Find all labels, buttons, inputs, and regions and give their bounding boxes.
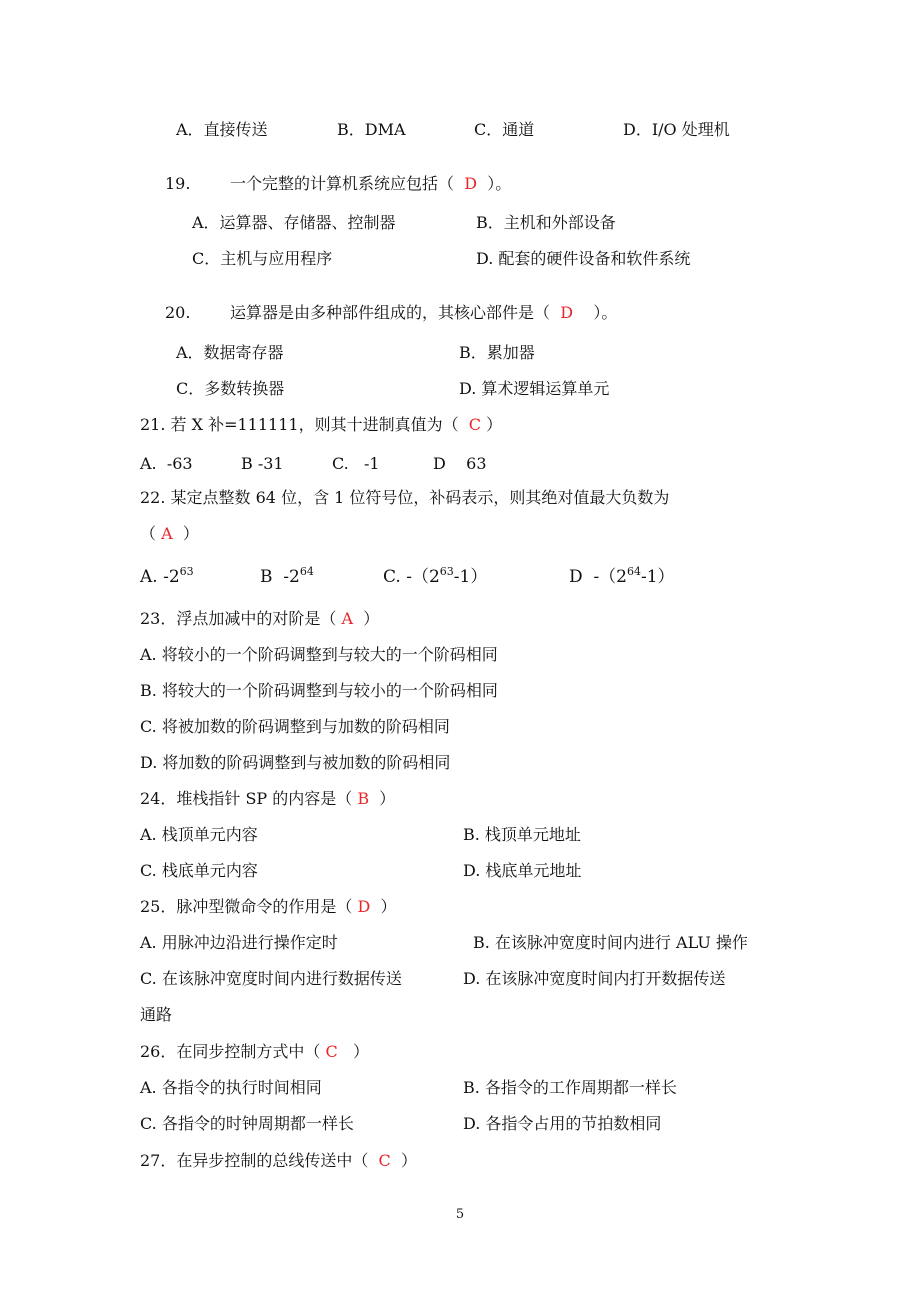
q19-stem: 一个完整的计算机系统应包括（ D ）。: [230, 174, 512, 193]
q20-option-a: A．数据寄存器: [176, 343, 284, 362]
q22-option-d: D $-(2^{64}-1)$: [569, 565, 675, 587]
q24-option-d: D. 栈底单元地址: [463, 861, 582, 880]
q26-option-d: D. 各指令占用的节拍数相同: [463, 1114, 662, 1133]
q25-stem: 25．脉冲型微命令的作用是（ D ）: [140, 897, 397, 916]
q21-option-a: A. -63: [140, 454, 193, 473]
q23-option-d: D. 将加数的阶码调整到与被加数的阶码相同: [140, 753, 451, 772]
q21-answer: C: [468, 415, 482, 434]
q18-option-b: B．DMA: [337, 120, 406, 139]
q23-option-b: B. 将较大的一个阶码调整到与较小的一个阶码相同: [140, 681, 498, 700]
q18-option-a: A．直接传送: [176, 120, 268, 139]
q27-answer: C: [378, 1151, 391, 1170]
q24-stem: 24．堆栈指针 SP 的内容是（ B ）: [140, 789, 396, 808]
q25-answer: D: [357, 897, 371, 916]
q22-option-c: C. $-(2^{63}-1)$: [383, 565, 488, 587]
q23-option-a: A. 将较小的一个阶码调整到与较大的一个阶码相同: [140, 645, 498, 664]
q22-option-b: B $-2^{64}$: [260, 565, 314, 587]
q19-option-c: C．主机与应用程序: [192, 249, 333, 268]
q22-option-a: A. $-2^{63}$: [140, 565, 194, 587]
q21-option-c: C. -1: [332, 454, 380, 473]
q25-option-d-continued: 通路: [140, 1005, 173, 1024]
q23-stem: 23．浮点加减中的对阶是（ A ）: [140, 609, 380, 628]
q20-option-d: D. 算术逻辑运算单元: [459, 379, 610, 398]
q20-number: 20.: [165, 303, 191, 322]
q22-answer: A: [161, 524, 173, 543]
q25-option-a: A. 用脉冲边沿进行操作定时: [140, 933, 338, 952]
q20-option-c: C．多数转换器: [176, 379, 285, 398]
q24-option-b: B. 栈顶单元地址: [463, 825, 581, 844]
q20-option-b: B．累加器: [459, 343, 535, 362]
q27-stem: 27．在异步控制的总线传送中（ C ）: [140, 1151, 417, 1170]
q26-option-c: C. 各指令的时钟周期都一样长: [140, 1114, 354, 1133]
q20-answer: D: [560, 303, 574, 322]
q26-option-b: B. 各指令的工作周期都一样长: [463, 1078, 677, 1097]
page-number: 5: [455, 1207, 465, 1222]
q18-option-c: C．通道: [474, 120, 535, 139]
q26-answer: C: [325, 1042, 338, 1061]
q25-option-c: C. 在该脉冲宽度时间内进行数据传送: [140, 969, 402, 988]
q19-option-a: A．运算器、存储器、控制器: [192, 213, 396, 232]
q24-answer: B: [357, 789, 370, 808]
q18-option-d: D．I/O 处理机: [623, 120, 730, 139]
q21-option-d: D 63: [433, 454, 487, 473]
q22-answer-line: （ A ）: [140, 524, 199, 543]
q21-stem: 21. 若 X 补=111111，则其十进制真值为（ C ）: [140, 415, 503, 434]
q25-option-b: B. 在该脉冲宽度时间内进行 ALU 操作: [473, 933, 748, 952]
q23-answer: A: [341, 609, 354, 628]
q24-option-c: C. 栈底单元内容: [140, 861, 258, 880]
q26-stem: 26．在同步控制方式中（ C ）: [140, 1042, 369, 1061]
q22-stem: 22. 某定点整数 64 位，含 1 位符号位，补码表示，则其绝对值最大负数为: [140, 488, 670, 507]
q25-option-d: D. 在该脉冲宽度时间内打开数据传送: [463, 969, 726, 988]
q19-option-b: B．主机和外部设备: [476, 213, 616, 232]
q24-option-a: A. 栈顶单元内容: [140, 825, 258, 844]
q26-option-a: A. 各指令的执行时间相同: [140, 1078, 322, 1097]
q19-number: 19.: [165, 174, 191, 193]
q19-option-d: D. 配套的硬件设备和软件系统: [476, 249, 691, 268]
q20-stem: 运算器是由多种部件组成的，其核心部件是（ D ）。: [230, 303, 618, 322]
q23-option-c: C. 将被加数的阶码调整到与加数的阶码相同: [140, 717, 450, 736]
q21-option-b: B -31: [241, 454, 284, 473]
q19-answer: D: [464, 174, 478, 193]
